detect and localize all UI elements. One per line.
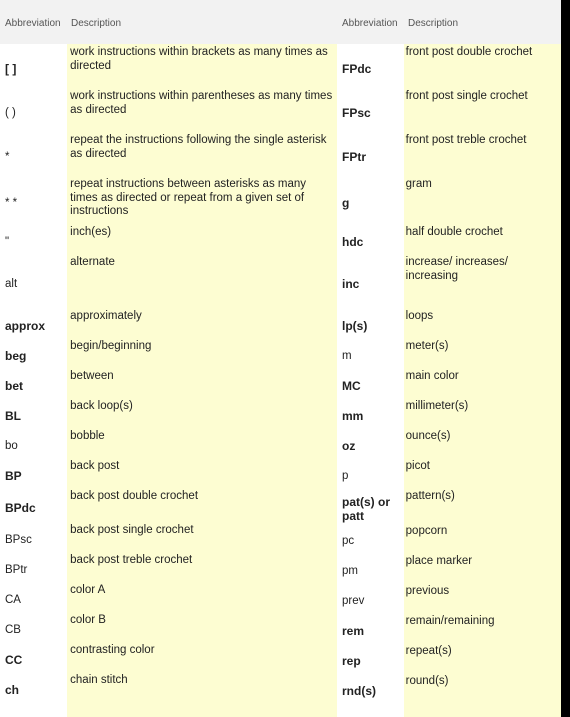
abbreviation-cell [0, 254, 66, 308]
abbreviation-text: lp(s) [342, 319, 368, 334]
table-row [337, 368, 561, 398]
abbreviation-cell [337, 583, 402, 613]
description-cell: work instructions within brackets as many times as directed [70, 46, 328, 72]
table-row [0, 88, 337, 132]
description-cell: alternate [70, 256, 115, 268]
description-cell: between [70, 370, 114, 382]
abbreviation-cell [337, 553, 402, 583]
table-row [0, 368, 337, 398]
description-cell: bobble [70, 430, 105, 442]
abbreviation-cell [0, 428, 66, 458]
table-row [0, 428, 337, 458]
abbreviation-text: rem [342, 624, 365, 639]
abbreviation-cell [337, 44, 402, 88]
abbreviation-cell [0, 488, 66, 522]
abbreviation-text: oz [342, 439, 356, 454]
table-row [337, 583, 561, 613]
table-row [0, 224, 337, 254]
description-cell: half double crochet [405, 226, 503, 238]
abbreviation-cell [337, 613, 402, 643]
abbreviation-text: * * [5, 197, 18, 210]
description-cell: loops [405, 310, 434, 322]
abbreviation-text: mm [342, 409, 364, 424]
table-row [337, 254, 561, 308]
abbreviation-text: rnd(s) [342, 684, 376, 699]
abbreviation-cell [0, 224, 66, 254]
abbreviation-text: m [342, 350, 352, 363]
abbreviation-cell [337, 254, 402, 308]
abbreviation-cell [337, 673, 402, 703]
description-cell: front post treble crochet [405, 134, 527, 146]
abbreviation-text: BP [5, 469, 22, 484]
abbreviation-cell [0, 552, 66, 582]
abbreviation-cell [0, 132, 66, 176]
abbreviation-cell [337, 368, 402, 398]
table-row [337, 398, 561, 428]
table-row [0, 488, 337, 522]
abbreviation-cell [0, 398, 66, 428]
abbreviation-text: MC [342, 379, 361, 394]
abbreviation-cell [337, 643, 402, 673]
abbreviation-cell [0, 308, 66, 338]
abbreviation-text: [ ] [5, 62, 17, 77]
abbreviation-text: BPsc [5, 534, 32, 547]
description-cell: increase/ increases/ increasing [405, 256, 508, 282]
abbreviation-text: BL [5, 409, 21, 424]
table-row [337, 224, 561, 254]
table-row [0, 642, 337, 672]
abbreviation-text: g [342, 196, 350, 211]
abbreviation-text: prev [342, 595, 365, 608]
description-cell: meter(s) [405, 340, 449, 352]
table-row [337, 308, 561, 338]
table-row [337, 338, 561, 368]
abbreviation-text: pm [342, 565, 358, 578]
description-cell: repeat(s) [405, 645, 452, 657]
abbreviation-text: FPtr [342, 150, 366, 165]
description-header: Description [71, 18, 122, 29]
description-cell: repeat the instructions following the single asterisk as directed [70, 134, 327, 160]
abbreviation-text: * [5, 151, 10, 164]
table-row [337, 428, 561, 458]
abbreviation-text: alt [5, 278, 18, 291]
description-cell: ounce(s) [405, 430, 451, 442]
table-row [0, 176, 337, 224]
abbreviation-cell [337, 224, 402, 254]
table-row [0, 522, 337, 552]
table-row [337, 458, 561, 488]
abbreviation-header: Abbreviation [342, 18, 398, 29]
table-row [337, 613, 561, 643]
description-cell: color B [70, 614, 106, 626]
abbreviation-text: bo [5, 440, 18, 453]
abbreviation-text: bet [5, 379, 23, 394]
description-cell: millimeter(s) [405, 400, 469, 412]
abbreviation-cell [337, 308, 402, 338]
table-row [0, 132, 337, 176]
table-row [337, 88, 561, 132]
table-row [337, 488, 561, 523]
description-cell: back post double crochet [70, 490, 199, 502]
description-cell: front post double crochet [405, 46, 533, 58]
table-row [0, 308, 337, 338]
abbreviation-text: rep [342, 654, 361, 669]
description-cell: contrasting color [70, 644, 155, 656]
abbreviation-cell [0, 612, 66, 642]
description-cell: front post single crochet [405, 90, 528, 102]
table-row [0, 552, 337, 582]
abbreviation-text: BPdc [5, 501, 36, 516]
description-cell: back post [70, 460, 120, 472]
table-row [337, 176, 561, 224]
table-row [337, 44, 561, 88]
abbreviation-cell [337, 88, 402, 132]
table-row [0, 254, 337, 308]
abbreviation-text: CB [5, 624, 21, 637]
abbreviation-text: hdc [342, 235, 364, 250]
abbreviation-text: BPtr [5, 564, 28, 577]
abbreviation-text: pat(s) or patt [342, 495, 390, 523]
description-cell: chain stitch [70, 674, 128, 686]
description-cell: place marker [405, 555, 473, 567]
description-cell: back loop(s) [70, 400, 133, 412]
table-row [337, 132, 561, 176]
description-cell: repeat instructions between asterisks as many times as directed or repeat from a given set of instructions [70, 178, 307, 217]
abbreviation-text: approx [5, 319, 46, 334]
description-cell: inch(es) [70, 226, 112, 238]
table-row [0, 458, 337, 488]
table-row [0, 612, 337, 642]
abbreviation-text: FPdc [342, 62, 372, 77]
abbreviation-cell [337, 428, 402, 458]
abbreviation-text: ch [5, 683, 20, 698]
table-row [337, 553, 561, 583]
abbreviation-text: ( ) [5, 107, 16, 120]
description-cell: round(s) [405, 675, 449, 687]
table-row [337, 523, 561, 553]
description-cell: back post single crochet [70, 524, 194, 536]
table-row [0, 338, 337, 368]
abbreviation-cell [337, 488, 402, 523]
left-header-row [0, 0, 337, 44]
abbreviation-header: Abbreviation [5, 18, 61, 29]
right-header-row [337, 0, 561, 44]
abbreviation-cell [337, 523, 402, 553]
description-cell: back post treble crochet [70, 554, 193, 566]
left-abbreviation-table [0, 44, 337, 702]
table-row [0, 44, 337, 88]
abbreviation-text: p [342, 470, 349, 483]
abbreviation-text: pc [342, 535, 355, 548]
description-cell: begin/beginning [70, 340, 152, 352]
abbreviation-cell [337, 338, 402, 368]
abbreviation-cell [0, 582, 66, 612]
description-cell: pattern(s) [405, 490, 455, 502]
abbreviation-cell [0, 338, 66, 368]
abbreviation-cell [337, 176, 402, 224]
description-cell: picot [405, 460, 430, 472]
description-cell: color A [70, 584, 106, 596]
table-row [337, 673, 561, 703]
abbreviation-cell [0, 88, 66, 132]
abbreviation-text: inc [342, 277, 360, 292]
abbreviation-cell [337, 398, 402, 428]
abbreviation-cell [0, 368, 66, 398]
abbreviation-cell [0, 44, 66, 88]
abbreviation-cell [0, 672, 66, 702]
abbreviation-cell [337, 458, 402, 488]
abbreviation-text: CC [5, 653, 23, 668]
right-table-panel [337, 0, 561, 717]
description-cell: gram [405, 178, 432, 190]
description-cell: remain/remaining [405, 615, 495, 627]
description-header: Description [408, 18, 459, 29]
abbreviation-text: CA [5, 594, 21, 607]
abbreviation-cell [0, 522, 66, 552]
abbreviation-text: beg [5, 349, 27, 364]
abbreviation-cell [0, 642, 66, 672]
abbreviation-cell [0, 176, 66, 224]
table-row [337, 643, 561, 673]
abbreviation-text: FPsc [342, 106, 371, 121]
table-row [0, 672, 337, 702]
description-cell: work instructions within parentheses as many times as directed [70, 90, 333, 116]
table-row [0, 582, 337, 612]
description-cell: previous [405, 585, 450, 597]
description-cell: popcorn [405, 525, 448, 537]
description-cell: approximately [70, 310, 142, 322]
abbreviation-cell [337, 132, 402, 176]
right-abbreviation-table [337, 44, 561, 703]
table-row [0, 398, 337, 428]
abbreviation-text: " [5, 236, 10, 249]
description-cell: main color [405, 370, 459, 382]
abbreviation-cell [0, 458, 66, 488]
